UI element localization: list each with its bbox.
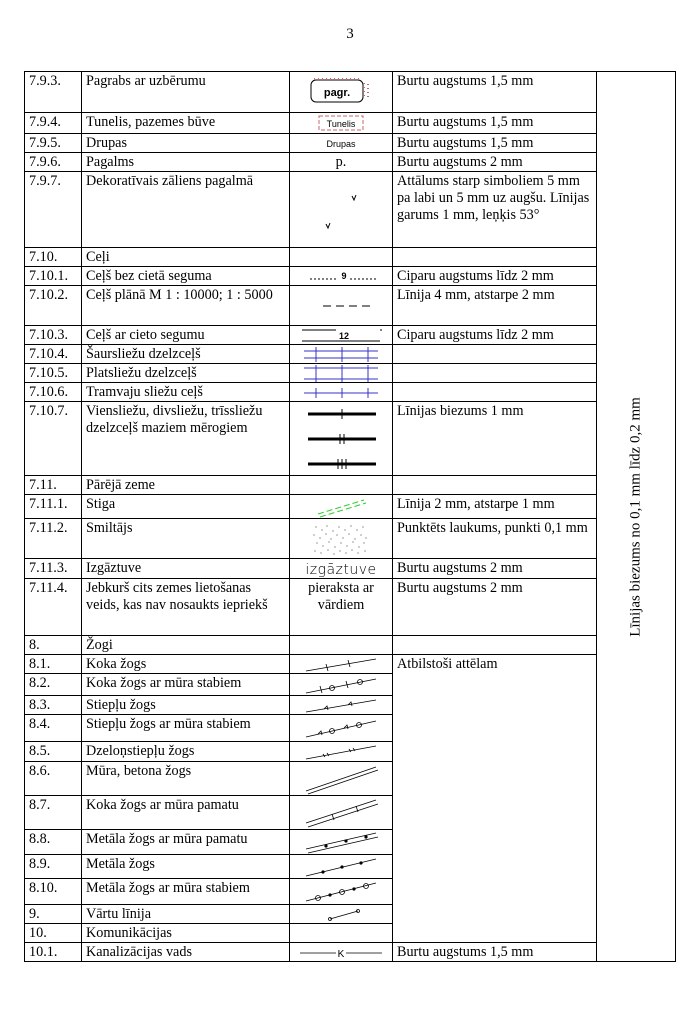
- row-name: Stiga: [82, 495, 290, 519]
- row-symbol: [290, 943, 393, 962]
- table-row: [25, 476, 676, 495]
- row-note: Burtu augstums 1,5 mm: [393, 134, 597, 153]
- row-code: 8.6.: [25, 762, 82, 796]
- row-code: 7.11.3.: [25, 559, 82, 579]
- row-symbol: [290, 674, 393, 696]
- row-code: 8.: [25, 636, 82, 655]
- row-code: 7.9.3.: [25, 72, 82, 113]
- table-row: [25, 345, 676, 364]
- row-code: 8.10.: [25, 879, 82, 905]
- row-name: Izgāztuve: [82, 559, 290, 579]
- row-note: Burtu augstums 1,5 mm: [393, 72, 597, 113]
- table-row: [25, 153, 676, 172]
- table-row: [25, 655, 676, 674]
- row-code: 7.10.7.: [25, 402, 82, 476]
- table-row: [25, 383, 676, 402]
- row-symbol: [290, 267, 393, 286]
- row-name: Vārtu līnija: [82, 905, 290, 924]
- table-row: [25, 495, 676, 519]
- row-code: 7.10.1.: [25, 267, 82, 286]
- row-symbol: [290, 655, 393, 674]
- table-row: [25, 72, 676, 113]
- row-code: 8.4.: [25, 715, 82, 742]
- sewer-line-symbol: [296, 944, 386, 961]
- row-name: Kanalizācijas vads: [82, 943, 290, 962]
- row-name: Metāla žogs ar mūra stabiem: [82, 879, 290, 905]
- row-code: 9.: [25, 905, 82, 924]
- row-code: 7.10.6.: [25, 383, 82, 402]
- row-name: Ceļš ar cieto segumu: [82, 326, 290, 345]
- row-note: Ciparu augstums līdz 2 mm: [393, 326, 597, 345]
- row-name: Žogi: [82, 636, 290, 655]
- masonry-concrete-fence-symbol: [296, 763, 386, 795]
- row-symbol: [290, 636, 393, 655]
- tram-track-symbol: [296, 384, 386, 401]
- row-symbol: [290, 172, 393, 248]
- row-note: Punktēts laukums, punkti 0,1 mm: [393, 519, 597, 559]
- row-code: 7.9.7.: [25, 172, 82, 248]
- symbol-table: [24, 71, 676, 962]
- row-name: Dzeloņstiepļu žogs: [82, 742, 290, 762]
- row-note: Burtu augstums 1,5 mm: [393, 943, 597, 962]
- row-name: Smiltājs: [82, 519, 290, 559]
- row-symbol: [290, 383, 393, 402]
- table-row: [25, 267, 676, 286]
- row-name: Stiepļu žogs ar mūra stabiem: [82, 715, 290, 742]
- row-symbol: [290, 495, 393, 519]
- row-code: 7.10.2.: [25, 286, 82, 326]
- table-row: [25, 636, 676, 655]
- table-row: [25, 559, 676, 579]
- table-row: [25, 579, 676, 636]
- row-name: Pagrabs ar uzbērumu: [82, 72, 290, 113]
- row-symbol: [290, 134, 393, 153]
- decorative-lawn-symbol: [296, 175, 386, 245]
- row-name: Metāla žogs ar mūra pamatu: [82, 830, 290, 855]
- row-code: 7.9.4.: [25, 113, 82, 134]
- forest-path-symbol: [296, 496, 386, 518]
- metal-fence-masonry-posts-symbol: [296, 880, 386, 904]
- row-code: 7.10.4.: [25, 345, 82, 364]
- table-row: [25, 286, 676, 326]
- row-symbol: [290, 519, 393, 559]
- row-note: [393, 383, 597, 402]
- row-code: 10.: [25, 924, 82, 943]
- table-row: [25, 519, 676, 559]
- symbol-label: Drupas: [326, 139, 356, 149]
- row-name: Dekoratīvais zāliens pagalmā: [82, 172, 290, 248]
- row-symbol: [290, 402, 393, 476]
- row-name: Drupas: [82, 134, 290, 153]
- row-note: Atbilstoši attēlam: [393, 655, 597, 943]
- row-name: Tunelis, pazemes būve: [82, 113, 290, 134]
- row-symbol: [290, 364, 393, 383]
- symbol-label: 9: [341, 271, 347, 281]
- row-symbol: [290, 715, 393, 742]
- dump-symbol: [291, 560, 391, 578]
- row-name: Jebkurš cits zemes lietošanas veids, kas nav nosaukts iepriekš: [82, 579, 290, 636]
- row-code: 7.11.: [25, 476, 82, 495]
- row-code: 7.9.6.: [25, 153, 82, 172]
- row-note: Līnijas biezums 1 mm: [393, 402, 597, 476]
- row-name: Komunikācijas: [82, 924, 290, 943]
- sand-area-symbol: [296, 521, 386, 557]
- tunnel-symbol: [306, 114, 376, 132]
- row-name: Viensliežu, divsliežu, trīssliežu dzelzceļš maziem mērogiem: [82, 402, 290, 476]
- row-note: [393, 636, 597, 655]
- row-note: Burtu augstums 2 mm: [393, 579, 597, 636]
- row-symbol: [290, 345, 393, 364]
- table-row: [25, 172, 676, 248]
- row-symbol: [290, 559, 393, 579]
- row-name: Koka žogs: [82, 655, 290, 674]
- table-row: [25, 134, 676, 153]
- row-symbol: p.: [290, 153, 393, 172]
- broad-gauge-railway-symbol: [296, 365, 386, 382]
- row-code: 7.10.5.: [25, 364, 82, 383]
- row-name: Ceļi: [82, 248, 290, 267]
- row-note: Ciparu augstums līdz 2 mm: [393, 267, 597, 286]
- row-code: 8.2.: [25, 674, 82, 696]
- row-name: Pagalms: [82, 153, 290, 172]
- row-note: [393, 364, 597, 383]
- gate-line-symbol: [296, 906, 386, 923]
- symbol-label: Tunelis: [326, 119, 356, 129]
- wire-fence-masonry-posts-symbol: [296, 716, 386, 740]
- row-name: Koka žogs ar mūra pamatu: [82, 796, 290, 830]
- row-symbol: [290, 830, 393, 855]
- row-name: Pārējā zeme: [82, 476, 290, 495]
- row-note: [393, 345, 597, 364]
- row-symbol: [290, 696, 393, 715]
- wire-fence-symbol: [296, 697, 386, 714]
- row-name: Stiepļu žogs: [82, 696, 290, 715]
- barbed-wire-fence-symbol: [296, 743, 386, 761]
- row-symbol: [290, 855, 393, 879]
- row-symbol: [290, 248, 393, 267]
- row-code: 7.10.3.: [25, 326, 82, 345]
- side-note-cell: [597, 72, 676, 962]
- metal-fence-symbol: [296, 856, 386, 878]
- row-note: Līnija 4 mm, atstarpe 2 mm: [393, 286, 597, 326]
- row-symbol: [290, 72, 393, 113]
- row-code: 10.1.: [25, 943, 82, 962]
- paved-road-symbol: [296, 327, 386, 344]
- wooden-fence-masonry-base-symbol: [296, 797, 386, 829]
- row-symbol: [290, 742, 393, 762]
- row-note: [393, 476, 597, 495]
- table-row: [25, 113, 676, 134]
- unpaved-road-symbol: [296, 268, 386, 284]
- road-plan-symbol: [296, 291, 386, 321]
- row-symbol: [290, 326, 393, 345]
- symbol-label: K: [337, 948, 345, 960]
- metal-fence-masonry-base-symbol: [296, 831, 386, 854]
- row-name: Mūra, betona žogs: [82, 762, 290, 796]
- row-symbol: [290, 905, 393, 924]
- row-code: 8.9.: [25, 855, 82, 879]
- row-code: 7.11.1.: [25, 495, 82, 519]
- row-name: Šaursliežu dzelzceļš: [82, 345, 290, 364]
- wooden-fence-masonry-posts-symbol: [296, 675, 386, 695]
- row-name: Ceļš bez cietā seguma: [82, 267, 290, 286]
- small-scale-railway-symbol: [296, 404, 386, 474]
- row-symbol: [290, 113, 393, 134]
- row-code: 8.7.: [25, 796, 82, 830]
- cellar-mound-symbol: [301, 75, 381, 109]
- row-name: Platsliežu dzelzceļš: [82, 364, 290, 383]
- page-number: 3: [346, 26, 354, 42]
- row-name: Ceļš plānā M 1 : 10000; 1 : 5000: [82, 286, 290, 326]
- row-code: 8.5.: [25, 742, 82, 762]
- side-note: Līnijas biezums no 0,1 mm līdz 0,2 mm: [627, 396, 644, 637]
- symbol-label: izgāztuve: [305, 561, 377, 578]
- row-code: 8.1.: [25, 655, 82, 674]
- symbol-label: pagr.: [323, 87, 351, 99]
- row-symbol: [290, 924, 393, 943]
- symbol-label: 12: [338, 330, 350, 341]
- row-code: 8.3.: [25, 696, 82, 715]
- row-name: Koka žogs ar mūra stabiem: [82, 674, 290, 696]
- row-code: 8.8.: [25, 830, 82, 855]
- ruins-symbol: [306, 135, 376, 151]
- row-note: Līnija 2 mm, atstarpe 1 mm: [393, 495, 597, 519]
- row-code: 7.11.2.: [25, 519, 82, 559]
- narrow-gauge-railway-symbol: [296, 346, 386, 363]
- row-note: Burtu augstums 1,5 mm: [393, 113, 597, 134]
- row-symbol: [290, 879, 393, 905]
- row-code: 7.11.4.: [25, 579, 82, 636]
- table-row: [25, 364, 676, 383]
- row-symbol: [290, 286, 393, 326]
- row-symbol: [290, 762, 393, 796]
- table-row: [25, 402, 676, 476]
- table-row: [25, 326, 676, 345]
- row-code: 7.9.5.: [25, 134, 82, 153]
- row-name: Tramvaju sliežu ceļš: [82, 383, 290, 402]
- wooden-fence-symbol: [296, 656, 386, 673]
- row-note: Attālums starp simboliem 5 mm pa labi un 5 mm uz augšu. Līnijas garums 1 mm, leņķis 53°: [393, 172, 597, 248]
- table-row: [25, 943, 676, 962]
- row-symbol: [290, 476, 393, 495]
- row-code: 7.10.: [25, 248, 82, 267]
- row-name: Metāla žogs: [82, 855, 290, 879]
- row-note: Burtu augstums 2 mm: [393, 153, 597, 172]
- table-row: [25, 248, 676, 267]
- row-note: [393, 248, 597, 267]
- row-symbol: [290, 796, 393, 830]
- row-symbol: pieraksta ar vārdiem: [290, 579, 393, 636]
- row-note: Burtu augstums 2 mm: [393, 559, 597, 579]
